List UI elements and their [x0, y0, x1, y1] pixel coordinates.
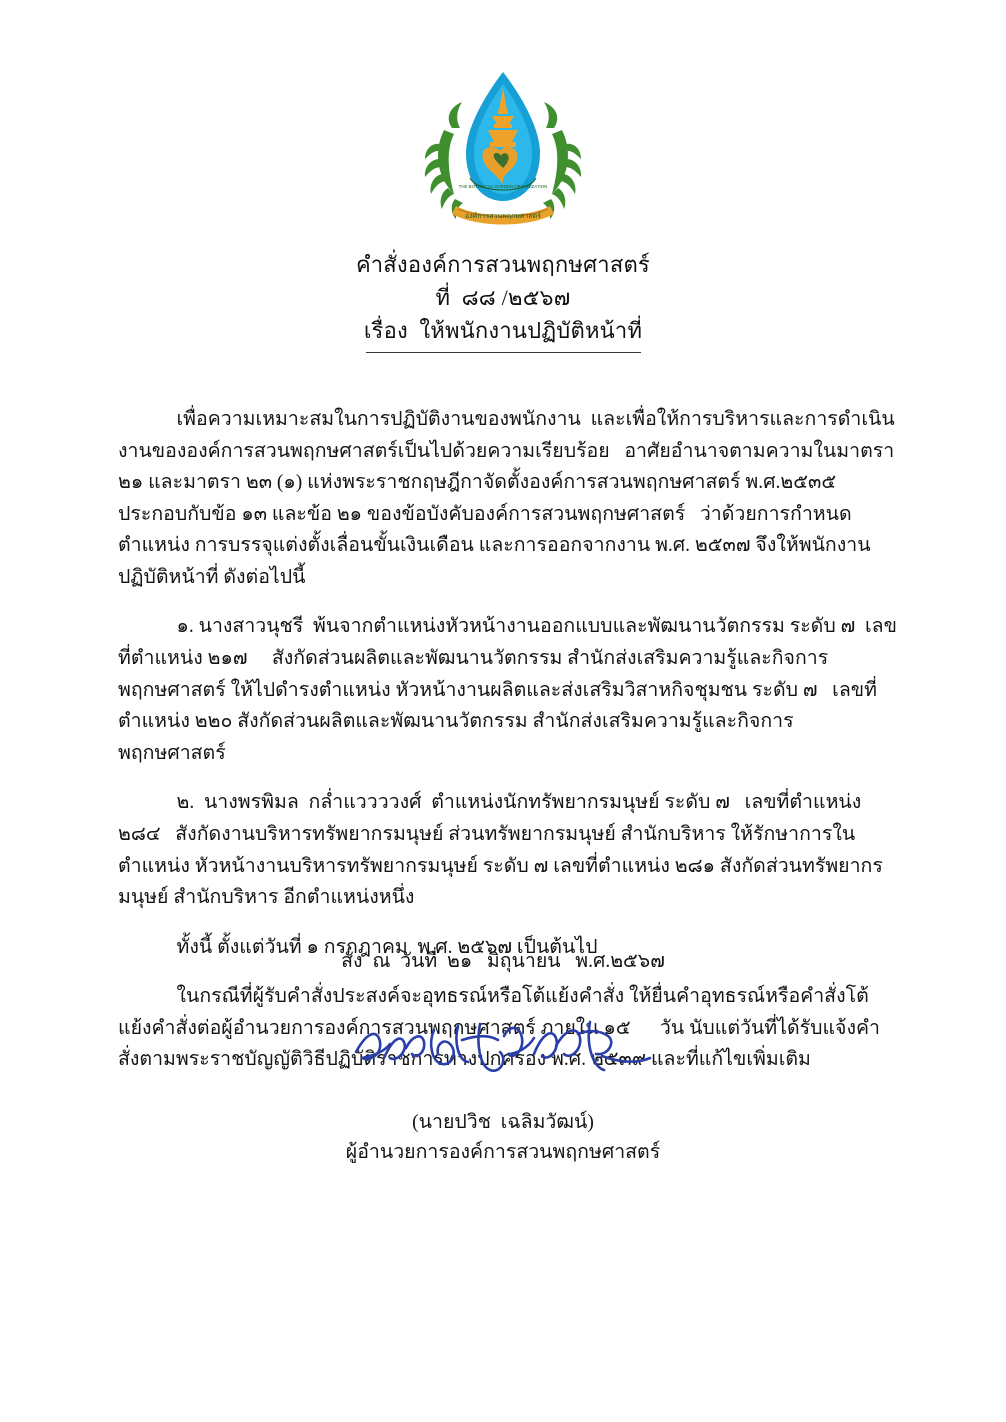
signer-position: ผู้อำนวยการองค์การสวนพฤกษศาสตร์ [345, 1142, 661, 1164]
signature-block [0, 1108, 1006, 1168]
document-body [118, 404, 898, 1090]
heading-divider [0, 352, 1006, 353]
order-date: สั่ง ณ วันที่ ๒๑ มิถุนายน พ.ศ.๒๕๖๗ [341, 951, 665, 972]
paragraph-effective-date: ทั้งนี้ ตั้งแต่วันที่ ๑ กรกฎาคม พ.ศ. ๒๕๖๗ เป็นต้นไป [118, 936, 598, 958]
paragraph-appeal-notice: ในกรณีที่ผู้รับคำสั่งประสงค์จะอุทธรณ์หรือโต้แย้งคำสั่ง ให้ยื่นคำอุทธรณ์หรือคำสั่งโต้แย้งคำสั่งต่อผู้อำนวยการองค์การสวนพฤกษศาสตร์ ภายใน ๑๕ วัน นับแต่วันที่ได้รับแจ้งคำสั่งตามพระราชบัญญัติวิธีปฏิบัติราชการทางปกครอง พ.ศ. ๒๕๓๙ และที่แก้ไขเพิ่มเติม [118, 986, 880, 1071]
svg-text:THE BOTANICAL GARDEN ORGANIZAT: THE BOTANICAL GARDEN ORGANIZATION [458, 184, 548, 189]
svg-text:องค์การสวนพฤกษศาสตร์: องค์การสวนพฤกษศาสตร์ [465, 213, 541, 220]
heading-line-1: คำสั่งองค์การสวนพฤกษศาสตร์ [356, 252, 650, 277]
paragraph-item-2: ๒. นางพรพิมล กล่ำแววววงศ์ ตำแหน่งนักทรัพยากรมนุษย์ ระดับ ๗ เลขที่ตำแหน่ง ๒๘๔ สังกัดงานบริหารทรัพยากรมนุษย์ ส่วนทรัพยากรมนุษย์ สำนักบริหาร ให้รักษาการในตำแหน่ง หัวหน้างานบริหารทรัพยากรมนุษย์ ระดับ ๗ เลขที่ตำแหน่ง ๒๘๑ สังกัดส่วนทรัพยากรมนุษย์ สำนักบริหาร อีกตำแหน่งหนึ่ง [118, 792, 883, 909]
paragraph-item-1: ๑. นางสาวนุชรี พ้นจากตำแหน่งหัวหน้างานออกแบบและพัฒนานวัตกรรม ระดับ ๗ เลขที่ตำแหน่ง ๒๑๗ สังกัดส่วนผลิตและพัฒนานวัตกรรม สำนักส่งเสริมความรู้และกิจการพฤกษศาสตร์ ให้ไปดำรงตำแหน่ง หัวหน้างานผลิตและส่งเสริมวิสาหกิจชุมชน ระดับ ๗ เลขที่ตำแหน่ง ๒๒๐ สังกัดส่วนผลิตและพัฒนานวัตกรรม สำนักส่งเสริมความรู้และกิจการพฤกษศาสตร์ [118, 616, 897, 764]
signature-mark [0, 1000, 1006, 1095]
heading-line-2: ที่ ๘๘ /๒๕๖๗ [435, 285, 571, 310]
emblem-container [0, 58, 1006, 233]
paragraph-preamble: เพื่อความเหมาะสมในการปฏิบัติงานของพนักงาน และเพื่อให้การบริหารและการดำเนินงานขององค์การสวนพฤกษศาสตร์เป็นไปด้วยความเรียบร้อย อาศัยอำนาจตามความในมาตรา ๒๑ และมาตรา ๒๓ (๑) แห่งพระราชกฤษฎีกาจัดตั้งองค์การสวนพฤกษศาสตร์ พ.ศ.๒๕๓๕ ประกอบกับข้อ ๑๓ และข้อ ๒๑ ของข้อบังคับองค์การสวนพฤกษศาสตร์ ว่าด้วยการกำหนดตำแหน่ง การบรรจุแต่งตั้งเลื่อนขั้นเงินเดือน และการออกจากงาน พ.ศ. ๒๕๓๗ จึงให้พนักงานปฏิบัติหน้าที่ ดังต่อไปนี้ [118, 409, 900, 588]
signer-name: (นายปวิช เฉลิมวัฒน์) [412, 1112, 594, 1133]
document-heading [0, 248, 1006, 347]
heading-line-3: เรื่อง ให้พนักงานปฏิบัติหน้าที่ [363, 318, 643, 343]
botanical-garden-organization-emblem [408, 58, 598, 233]
